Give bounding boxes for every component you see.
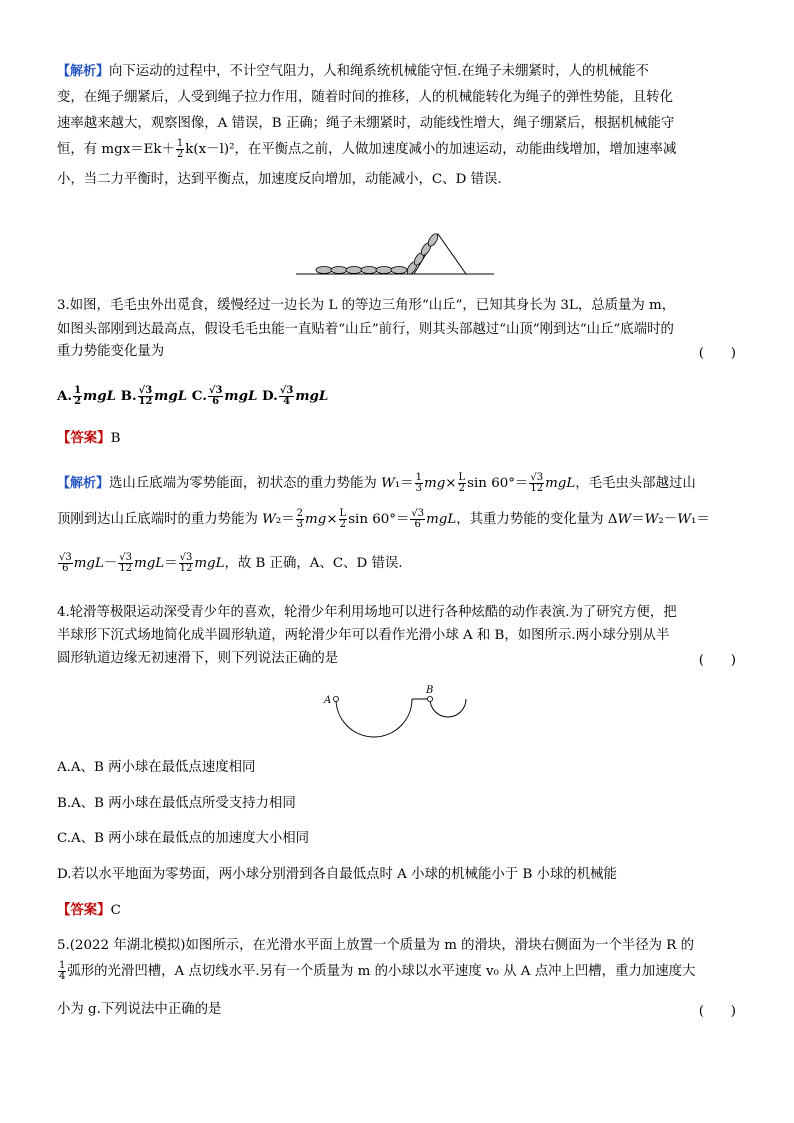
q4-answer: 【答案】C [57, 902, 121, 918]
q3-answer: 【答案】B [57, 430, 121, 446]
q3-options: A. $\frac{1}{2}$ mgL B. $\frac{√3}{12}$ mgL C. $\frac{√3}{6}$ mgL D. $\frac{√3}{4}$ mgL [57, 385, 329, 407]
q5-line-1: 5.(2022 年湖北模拟)如图所示，在光滑水平面上放置一个质量为 m 的滑块，滑块右侧面为一个半径为 R 的 [57, 938, 694, 953]
analysis3-line-3: $\frac{√3}{6}$ mgL－ $\frac{√3}{12}$ mgL＝ $\frac{√3}{12}$ mgL，故 B 正确，A、C、D 错误. [59, 552, 403, 574]
analysis-line-2: 变，在绳子绷紧后，人受到绳子拉力作用，随着时间的推移，人的机械能转化为绳子的弹性势能，且转化 [57, 90, 673, 105]
point-a-label: A [324, 695, 332, 706]
q5-line-3: 小为 g.下列说法中正确的是 [57, 1002, 222, 1017]
analysis-line-4: 恒，有 mgx＝Ek＋ $\frac{1}{2}$ k(x－l)²，在平衡点之前，人做加速度减小的加速运动，动能曲线增加，增加速率减 [57, 138, 677, 160]
semicircle-track-figure [320, 682, 480, 762]
q4-option-a: A.A、B 两小球在最低点速度相同 [57, 760, 256, 775]
analysis-line-5: 小，当二力平衡时，达到平衡点，加速度反向增加，动能减小，C、D 错误. [57, 172, 502, 187]
q4-line-1: 4.轮滑等极限运动深受青少年的喜欢，轮滑少年利用场地可以进行各种炫酷的动作表演.为了研究方便，把 [57, 605, 677, 620]
q4-option-d: D.若以水平地面为零势面，两小球分别滑到各自最低点时 A 小球的机械能小于 B 小球的机械能 [57, 867, 617, 882]
q5-answer-blank: ( ) [698, 1004, 736, 1019]
analysis-tag: 【解析】 [57, 64, 110, 79]
q3-line-2: 如图头部刚到达最高点，假设毛毛虫能一直贴着“山丘”前行，则其头部越过“山顶”刚到达“山丘”底端时的 [57, 322, 674, 337]
analysis3-line-2: 顶刚到达山丘底端时的重力势能为 W₂＝ $\frac{2}{3}$ mg× $\frac{L}{2}$ sin 60°＝ $\frac{√3}{6}$ mgL，其重力势能的变化量为 ΔW＝W₂－W₁＝ [57, 508, 710, 530]
analysis-line-3: 速率越来越大，观察图像，A 错误，B 正确；绳子未绷紧时，动能线性增大，绳子绷紧后，根据机械能守 [57, 116, 675, 131]
q4-answer-blank: ( ) [698, 653, 736, 668]
q5-line-2: $\frac{1}{4}$ 弧形的光滑凹槽，A 点切线水平.另有一个质量为 m 的小球以水平速度 v₀ 从 A 点冲上凹槽，重力加速度大 [59, 960, 696, 982]
caterpillar-hill-figure [296, 230, 496, 280]
q4-line-2: 半球形下沉式场地简化成半圆形轨道，两轮滑少年可以看作光滑小球 A 和 B，如图所示.两小球分别从半 [57, 628, 670, 643]
q4-option-c: C.A、B 两小球在最低点的加速度大小相同 [57, 831, 310, 846]
fraction-one-quarter: $\frac{1}{4}$ [59, 960, 66, 982]
q4-option-b: B.A、B 两小球在最低点所受支持力相同 [57, 796, 296, 811]
q4-line-3: 圆形轨道边缘无初速滑下，则下列说法正确的是 [57, 651, 339, 666]
analysis3-line-1: 【解析】选山丘底端为零势能面，初状态的重力势能为 W₁＝ $\frac{1}{3}$ mg× $\frac{L}{2}$ sin 60°＝ $\frac{√3}{12}$ mgL，毛毛虫头部越过山 [57, 472, 696, 494]
q3-line-1: 3.如图，毛毛虫外出觅食，缓慢经过一边长为 L 的等边三角形“山丘”，已知其身长为 3L，总质量为 m， [57, 298, 676, 313]
q3-answer-blank: ( ) [698, 346, 736, 361]
fraction-one-half: $\frac{1}{2}$ [176, 138, 184, 160]
point-b-label: B [426, 685, 434, 696]
q3-line-3: 重力势能变化量为 [57, 344, 165, 359]
analysis-line-1: 【解析】向下运动的过程中，不计空气阻力，人和绳系统机械能守恒.在绳子未绷紧时，人的机械能不 [57, 64, 649, 79]
